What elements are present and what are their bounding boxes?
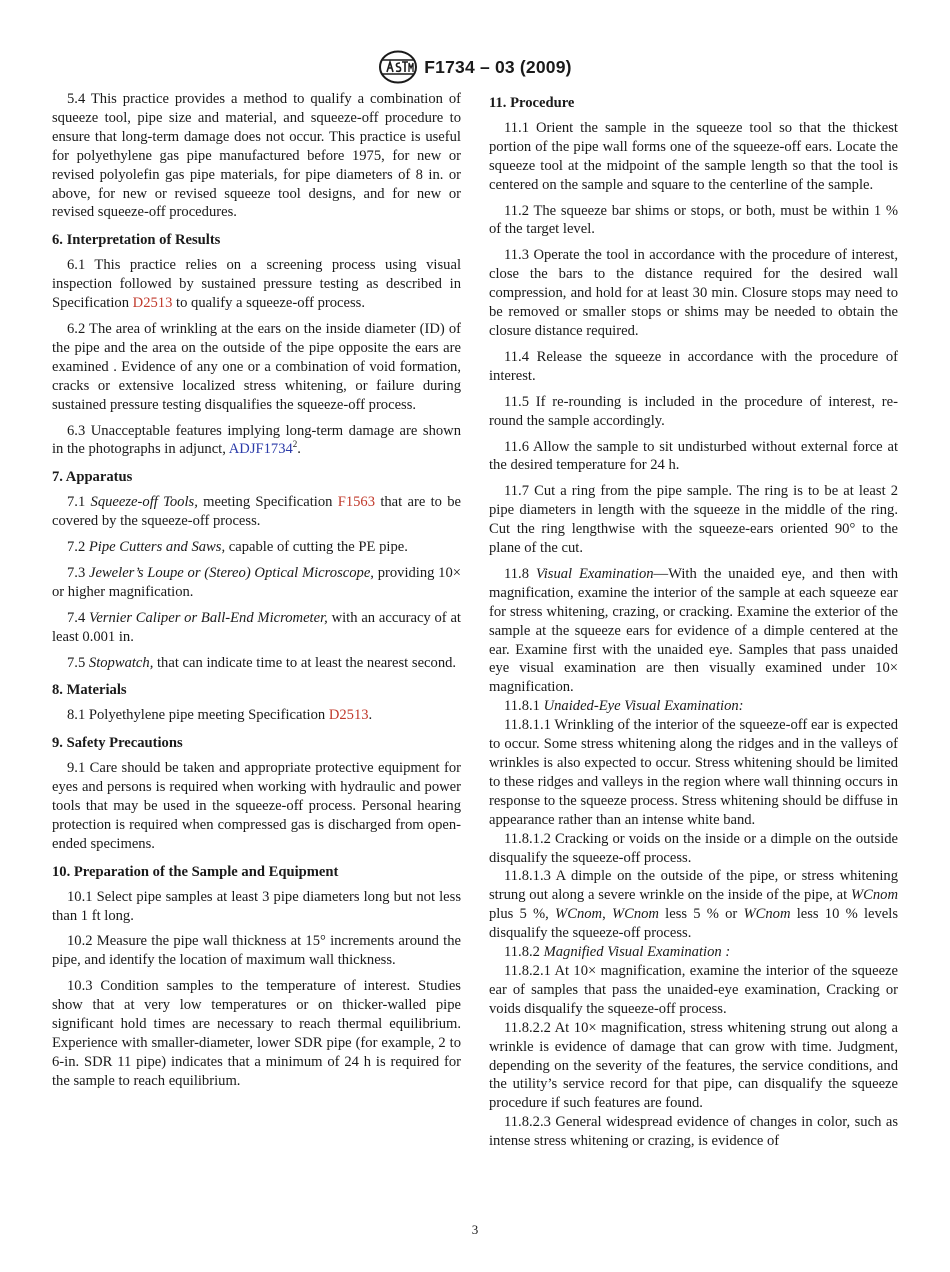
paragraph-10-1: 10.1 Select pipe samples at least 3 pipe diameters long but not less than 1 ft long. <box>52 888 461 924</box>
paragraph-11-7: 11.7 Cut a ring from the pipe sample. The ring is to be at least 2 pipe diameters in length with the squeeze in the middle of the ring. Cut the ring lengthwise with the squeeze-ears oriented 90° to the plane of the cut. <box>489 483 898 557</box>
paragraph-11-4: 11.4 Release the squeeze in accordance with the procedure of interest. <box>489 348 898 384</box>
footnote-ref: 2 <box>292 439 298 450</box>
paragraph-11-8: 11.8 Visual Examination—With the unaided eye, and then with magnification, examine the interior of the sample at each squeeze ear for stress whitening, crazing, or cracking. Examine the exterior of the sample at the squeeze ears for evidence of a dimple centered at the ear. Examine first with the unaided eye. Samples that pass unaided eye visual examination are then visually examined under 10× magnification. <box>489 565 898 696</box>
astm-logo-icon <box>378 50 418 84</box>
paragraph-11-8-2: 11.8.2 Magnified Visual Examination : <box>504 944 731 961</box>
paragraph-8-1: 8.1 Polyethylene pipe meeting Specification D2513. <box>67 707 373 724</box>
paragraph-10-2: 10.2 Measure the pipe wall thickness at 15° increments around the pipe, and identify the location of maximum wall thickness. <box>52 933 461 969</box>
section-heading-7: 7. Apparatus <box>52 469 133 486</box>
paragraph-11-5: 11.5 If re-rounding is included in the procedure of interest, re-round the sample accordingly. <box>489 393 898 429</box>
paragraph-7-5: 7.5 Stopwatch, that can indicate time to at least the nearest second. <box>67 654 457 671</box>
paragraph-11-8-1-3: 11.8.1.3 A dimple on the outside of the pipe, or stress whitening strung out along a severe wrinkle on the inside of the pipe, at WCnom plus 5 %, WCnom, WCnom less 5 % or WCnom less 10 % levels disqualify the squeeze-off process. <box>489 868 899 942</box>
paragraph-11-8-1-1: 11.8.1.1 Wrinkling of the interior of the squeeze-off ear is expected to occur. Some stress whitening along the ridges and in the valleys of wrinkles is also expected to occur. Stress whitening should be limited to these ridges and valleys in the region where wall thinning occurs in response to the squeeze process. Stress whitening should be diffuse in appearance rather than an intense white band. <box>489 717 898 828</box>
paragraph-11-8-2-3: 11.8.2.3 General widespread evidence of changes in color, such as intense stress whitening or crazing, is evidence of <box>489 1114 898 1150</box>
paragraph-6-1: 6.1 This practice relies on a screening process using visual inspection followed by sustained pressure testing as described in Specification D2513 to qualify a squeeze-off process. <box>52 257 461 312</box>
paragraph-7-4: 7.4 Vernier Caliper or Ball-End Micrometer, with an accuracy of at least 0.001 in. <box>52 609 461 645</box>
right-column <box>489 90 898 1151</box>
paragraph-11-2: 11.2 The squeeze bar shims or stops, or both, must be within 1 % of the target level. <box>489 202 898 238</box>
paragraph-7-1: 7.1 Squeeze-off Tools, meeting Specification F1563 that are to be covered by the squeeze-off process. <box>52 494 462 530</box>
section-heading-9: 9. Safety Precautions <box>52 735 183 752</box>
section-heading-10: 10. Preparation of the Sample and Equipment <box>52 863 339 880</box>
paragraph-6-2: 6.2 The area of wrinkling at the ears on the inside diameter (ID) of the pipe and the area on the outside of the pipe opposite the ears are examined . Evidence of any one or a combination of void formation, cracks or extensive localized stress whitening, or failure during sustained pressure testing disqualifies the squeeze-off process. <box>52 320 461 413</box>
paragraph-11-8-1: 11.8.1 Unaided-Eye Visual Examination: <box>504 698 744 715</box>
paragraph-11-6: 11.6 Allow the sample to sit undisturbed without external force at the desired temperature for 24 h. <box>489 438 898 474</box>
section-heading-6: 6. Interpretation of Results <box>52 232 221 249</box>
page-number: 3 <box>471 1222 479 1237</box>
paragraph-11-3: 11.3 Operate the tool in accordance with the procedure of interest, close the bars to the distance required for the desired wall compression, and hold for at least 30 min. Closure stops may need to be removed or smaller stops or shims may be needed to obtain the closure distance required. <box>489 247 898 339</box>
paragraph-9-1: 9.1 Care should be taken and appropriate protective equipment for eyes and persons is required when working with hydraulic and power tools that may be used in the squeeze-off process. Personal hearing protection is required when compressed gas is discharged from open-ended specimens. <box>52 760 461 852</box>
link-f1563[interactable]: F1563 <box>337 494 376 511</box>
paragraph-11-8-1-2: 11.8.1.2 Cracking or voids on the inside or a dimple on the outside disqualify the squeeze-off process. <box>489 830 898 866</box>
link-adjf1734[interactable]: ADJF1734 <box>228 441 293 458</box>
paragraph-7-2: 7.2 Pipe Cutters and Saws, capable of cutting the PE pipe. <box>67 539 408 556</box>
paragraph-10-3: 10.3 Condition samples to the temperature of interest. Studies show that at very low temperatures or on thicker-walled pipe significant hold times are necessary to reach thermal equilibrium. Experience with smaller-diameter, lower SDR pipe (for example, 2 to 6-in. SDR 11 pipe) indicates that a minimum of 24 h is required for the sample to reach equilibrium. <box>52 978 461 1089</box>
section-heading-8: 8. Materials <box>52 682 127 699</box>
paragraph-5-4: 5.4 This practice provides a method to qualify a combination of squeeze tool, pipe size and material, and squeeze-off procedure to ensure that long-term damage does not occur. This practice is useful for polyethylene gas pipe manufactured before 1975, for new or revised polyolefin gas pipe materials, for pipe diameters of 8 in. or above, for new or revised squeeze tool designs, and for new or revised squeeze-off procedures. <box>52 91 461 221</box>
paragraph-11-8-2-2: 11.8.2.2 At 10× magnification, stress whitening strung out along a wrinkle is evidence of damage that can grow with time. Judgment, depending on the severity of the features, the service conditions, and the utility’s service record for that pipe, can disqualify the squeeze procedure if such features are found. <box>489 1019 898 1112</box>
left-column <box>52 90 461 1098</box>
paragraph-11-8-2-1: 11.8.2.1 At 10× magnification, examine the interior of the squeeze ear of samples that pass the unaided-eye examination, Cracking or voids disqualify the squeeze-off process. <box>489 962 898 1017</box>
paragraph-7-3: 7.3 Jeweler’s Loupe or (Stereo) Optical Microscope, providing 10× or higher magnification. <box>52 564 462 600</box>
link-d2513[interactable]: D2513 <box>132 295 173 312</box>
section-heading-11: 11. Procedure <box>489 95 575 111</box>
page-header <box>0 50 950 84</box>
paragraph-11-1: 11.1 Orient the sample in the squeeze tool so that the thickest portion of the pipe wall forms one of the squeeze-off ears. Locate the squeeze tool at the midpoint of the sample length so that the tool is centered on the sample and square to the centerline of the sample. <box>489 119 898 193</box>
paragraph-6-3: 6.3 Unacceptable features implying long-term damage are shown in the photographs in adjunct, ADJF1734$^2$. <box>52 422 461 458</box>
link-d2513-materials[interactable]: D2513 <box>328 707 369 724</box>
standard-designation: F1734 – 03 (2009) <box>424 56 572 77</box>
